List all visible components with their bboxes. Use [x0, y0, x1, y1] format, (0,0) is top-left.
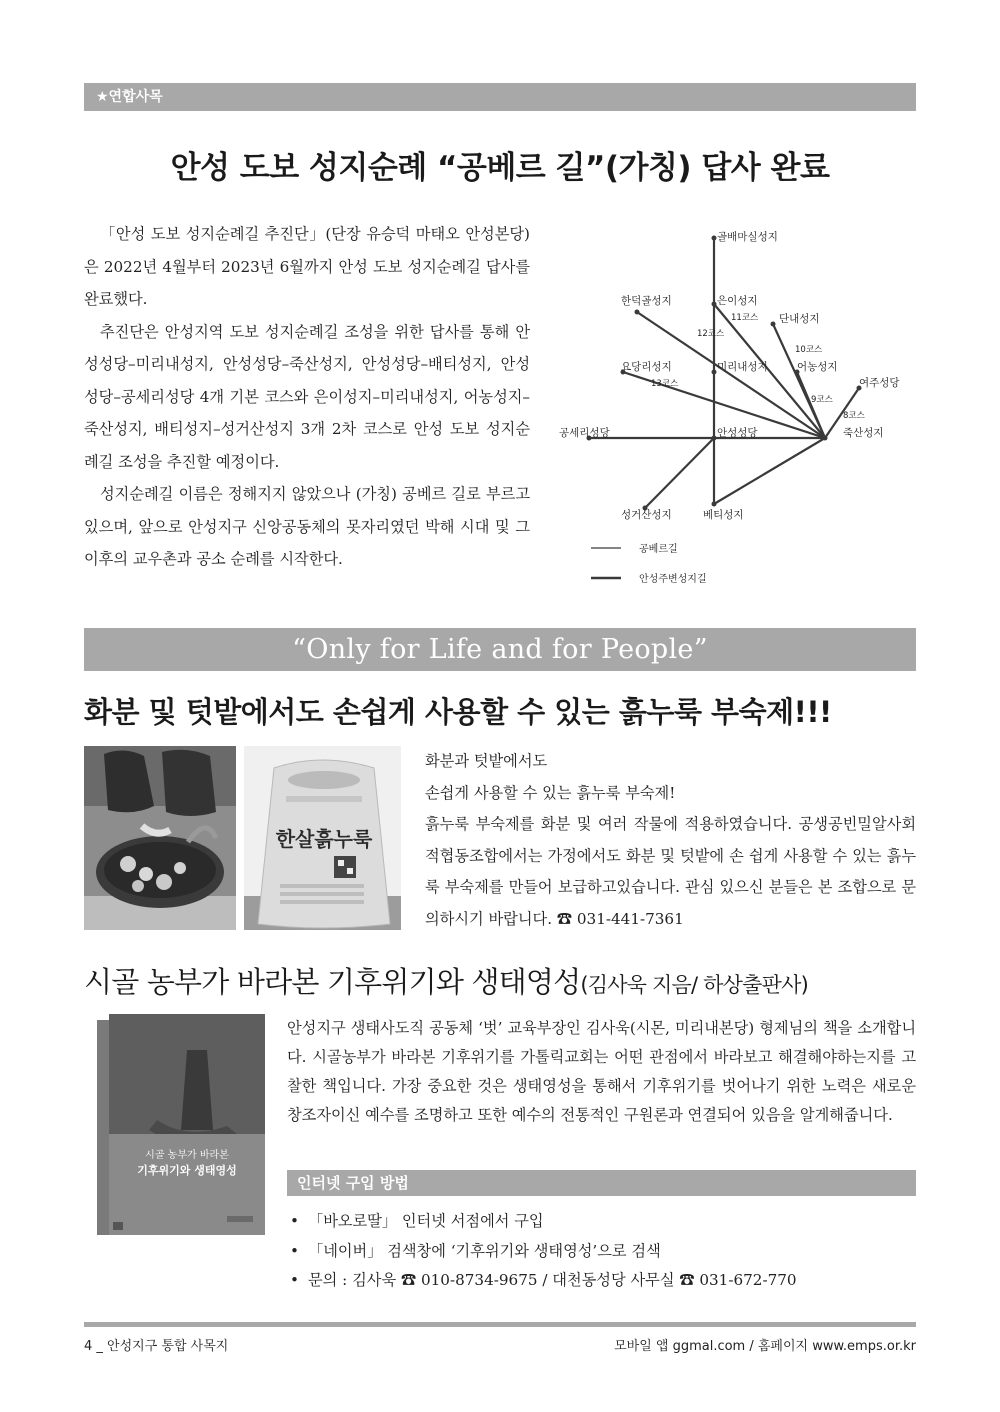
quote-banner: “Only for Life and for People” [84, 628, 916, 671]
label-mirinae: 미리내성지 [717, 361, 768, 373]
article3-title [84, 960, 916, 1001]
buy-item-text: 「네이버」 검색창에 ‘기후위기와 생태영성’으로 검색 [308, 1241, 661, 1260]
buy-item [290, 1207, 916, 1237]
article2-line: 손쉽게 사용할 수 있는 흙누룩 부숙제! [425, 783, 676, 802]
label-golbaemasil: 골배마실성지 [717, 231, 778, 243]
label-anseong: 안성성당 [717, 427, 758, 439]
course-9: 9코스 [811, 395, 833, 405]
article3-title-sub: (김사욱 지음/ 하상출판사) [580, 973, 808, 997]
legend-gongbeur: 공베르길 [639, 544, 678, 555]
bag-label: 한살흙누룩 [275, 827, 373, 851]
label-yodalli: 요당리성지 [621, 361, 672, 373]
course-11: 11코스 [731, 313, 759, 323]
course-13: 13코스 [651, 379, 679, 389]
pilgrimage-route-map [555, 222, 916, 594]
label-gongseri: 공세리성당 [559, 427, 610, 439]
route-seonggeosan-anseong [645, 438, 714, 508]
article2-title: 화분 및 텃밭에서도 손쉽게 사용할 수 있는 흙누룩 부숙제!!! [84, 695, 832, 729]
label-baeti: 베티성지 [703, 509, 744, 521]
article2-line: 흙누룩 부숙제를 화분 및 여러 작물에 적용하였습니다. 공생공빈밀알사회적협동조합에서는 가정에서도 화분 및 텃밭에 손 쉽게 사용할 수 있는 흙누룩 부숙제를 만들어 보급하고있습니다. 관심 있으신 분들은 본 조합으로 문의하시기 바랍니다. ☎ 031-441-7361 [425, 815, 916, 928]
fertilizer-bag-photo [244, 746, 401, 930]
route-baeti-juksan [714, 438, 825, 504]
node-baeti [712, 502, 717, 507]
book-cover-line1: 시골 농부가 바라본 [145, 1150, 229, 1161]
article3-body [287, 1014, 916, 1130]
label-juksan: 죽산성지 [843, 427, 884, 439]
book-cover [97, 1010, 265, 1235]
course-10: 10코스 [795, 345, 823, 355]
footer-links: 모바일 앱 ggmal.com / 홈페이지 www.emps.or.kr [614, 1339, 916, 1354]
footer-page-info: 4 _ 안성지구 통합 사목지 [84, 1339, 229, 1354]
article1-title: 안성 도보 성지순례 “공베르 길”(가칭) 답사 완료 [170, 150, 830, 186]
node-handeokgol [635, 310, 640, 315]
article1-paragraph: 추진단은 안성지역 도보 성지순례길 조성을 위한 답사를 통해 안성성당–미리내성지, 안성성당–죽산성지, 안성성당–배티성지, 안성성당–공세리성당 4개 기본 코스와 은이성지–미리내성지, 어농성지–죽산성지, 배티성지–성거산성지 3개 2차 코스로 안성 도보 성지순례길 조성을 추진할 예정이다. [84, 322, 530, 471]
node-juksan [823, 436, 828, 441]
buy-item [290, 1237, 916, 1267]
article3-paragraph: 안성지구 생태사도직 공동체 ‘벗’ 교육부장인 김사욱(시몬, 미리내본당) 형제님의 책을 소개합니다. 시골농부가 바라본 기후위기를 가톨릭교회는 어떤 관점에서 바라보고 해결해야하는지를 고찰한 책입니다. 가장 중요한 것은 생태영성을 통해서 기후위기를 벗어나기 위한 노력은 새로운 창조자이신 예수를 조명하고 또한 예수의 전통적인 구원론과 연결되어 있음을 알게해줍니다. [287, 1019, 916, 1124]
buy-method-list [290, 1207, 916, 1296]
article2-line: 화분과 텃밭에서도 [425, 752, 548, 770]
node-mirinae [712, 370, 717, 375]
label-eonong: 어농성지 [797, 361, 838, 373]
label-yeoju: 여주성당 [859, 377, 900, 389]
node-golbaemasil [712, 236, 717, 241]
node-euni [712, 302, 717, 307]
article2-body [425, 746, 916, 935]
footer-divider [84, 1322, 916, 1327]
article1-body [84, 218, 530, 576]
buy-item-text: 문의 : 김사욱 ☎ 010-8734-9675 / 대천동성당 사무실 ☎ 031-672-770 [308, 1271, 797, 1289]
course-12: 12코스 [697, 329, 725, 339]
node-anseong [712, 436, 717, 441]
label-seonggeosan: 성거산성지 [621, 509, 672, 521]
label-dannae: 단내성지 [779, 313, 820, 325]
gardening-photo [84, 746, 236, 930]
buy-item-text: 「바오로딸」 인터넷 서점에서 구입 [308, 1212, 544, 1230]
section-label: ★연합사목 [84, 83, 916, 111]
course-8: 8코스 [843, 411, 865, 421]
bullet-icon: • [290, 1212, 299, 1230]
node-dannae [771, 322, 776, 327]
bullet-icon: • [290, 1241, 299, 1260]
label-euni: 은이성지 [717, 295, 758, 307]
bullet-icon: • [290, 1271, 299, 1289]
buy-item [290, 1266, 916, 1296]
article1-paragraph: 성지순례길 이름은 정해지지 않았으나 (가칭) 공베르 길로 부르고 있으며, 앞으로 안성지구 신앙공동체의 못자리였던 박해 시대 및 그 이후의 교우촌과 공소 순례를 시작한다. [84, 485, 530, 568]
article1-paragraph: 「안성 도보 성지순례길 추진단」(단장 유승덕 마태오 안성본당)은 2022년 4월부터 2023년 6월까지 안성 도보 성지순례길 답사를 완료했다. [84, 225, 530, 308]
legend-surrounding: 안성주변성지길 [639, 574, 707, 585]
book-cover-line2: 기후위기와 생태영성 [137, 1164, 237, 1177]
article3-title-main: 시골 농부가 바라본 기후위기와 생태영성 [84, 965, 581, 999]
label-handeokgol: 한덕골성지 [621, 295, 672, 307]
buy-method-header: 인터넷 구입 방법 [287, 1170, 916, 1196]
